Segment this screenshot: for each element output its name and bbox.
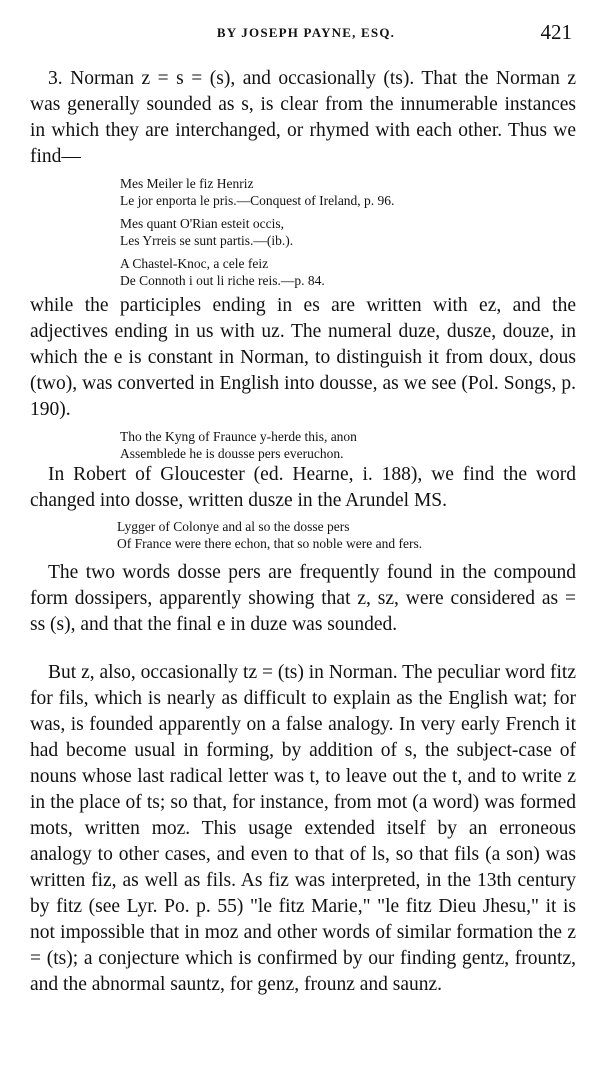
quote-line: Lygger of Colonye and al so the dosse pers xyxy=(117,519,350,534)
quote-line: Le jor enporta le pris.—Conquest of Ireland, p. 96. xyxy=(120,192,395,208)
quote-lygger-of-colonye xyxy=(117,519,422,552)
quote-conquest-of-ireland xyxy=(120,176,394,209)
paragraph-robert-of-gloucester: In Robert of Gloucester (ed. Hearne, i. 188), we find the word changed into dosse, written dusze in the Arundel MS. xyxy=(30,464,576,511)
quote-line: Mes quant O'Rian esteit occis, xyxy=(120,216,285,231)
quote-orian xyxy=(120,216,293,249)
quote-line: De Connoth i out li riche reis.—p. 84. xyxy=(120,272,325,288)
quote-line: Les Yrreis se sunt partis.—(ib.). xyxy=(120,232,294,248)
quote-line: A Chastel-Knoc, a cele feiz xyxy=(120,256,269,271)
page-number: 421 xyxy=(540,20,572,44)
quote-line: Assemblede he is dousse pers everuchon. xyxy=(120,445,344,461)
quote-chastel-knoc xyxy=(120,256,325,289)
paragraph-norman-z: 3. Norman z = s = (s), and occasionally (ts). That the Norman z was generally sounded as s, is clear from the innumerable instances in which they are interchanged, or rhymed with each other. Thus we find— xyxy=(30,68,576,167)
quote-line: Mes Meiler le fiz Henriz xyxy=(120,176,254,191)
quote-line: Of France were there echon, that so noble were and fers. xyxy=(117,535,423,551)
running-title: BY JOSEPH PAYNE, ESQ. xyxy=(216,25,396,40)
paragraph-fitz: But z, also, occasionally tz = (ts) in Norman. The peculiar word fitz for fils, which is nearly as difficult to explain as the English wat; for was, is founded apparently on a false analogy. In very early French it had become usual in forming, by addition of s, the subject-case of nouns whose last radical letter was t, to leave out the t, and to write z in the place of ts; so that, for instance, from mot (a word) was formed mots, written moz. This usage extended itself by an erroneous analogy to other cases, and even to that of ls, so that fils (a son) was written fiz, as well as fils. As fiz was interpreted, in the 13th century by fitz (see Lyr. Po. p. 55) "le fitz Marie," "le fitz Dieu Jhesu," it is not impossible that in moz and other words of similar formation the z = (ts); a conjecture which is confirmed by our finding gentz, frountz, and the abnormal sauntz, for genz, frounz and saunz. xyxy=(30,662,576,995)
paragraph-dosse-pers: The two words dosse pers are frequently found in the compound form dossipers, apparently showing that z, sz, were considered as = ss (s), and that the final e in duze was sounded. xyxy=(30,562,576,635)
paragraph-participles: while the participles ending in es are written with ez, and the adjectives ending in us with uz. The numeral duze, dusze, douze, in which the e is constant in Norman, to distinguish it from doux, dous (two), was converted in English into dousse, as we see (Pol. Songs, p. 190). xyxy=(30,295,576,420)
page-header xyxy=(30,20,582,44)
quote-line: Tho the Kyng of Fraunce y-herde this, anon xyxy=(120,429,357,444)
quote-kyng-of-fraunce xyxy=(120,429,357,462)
